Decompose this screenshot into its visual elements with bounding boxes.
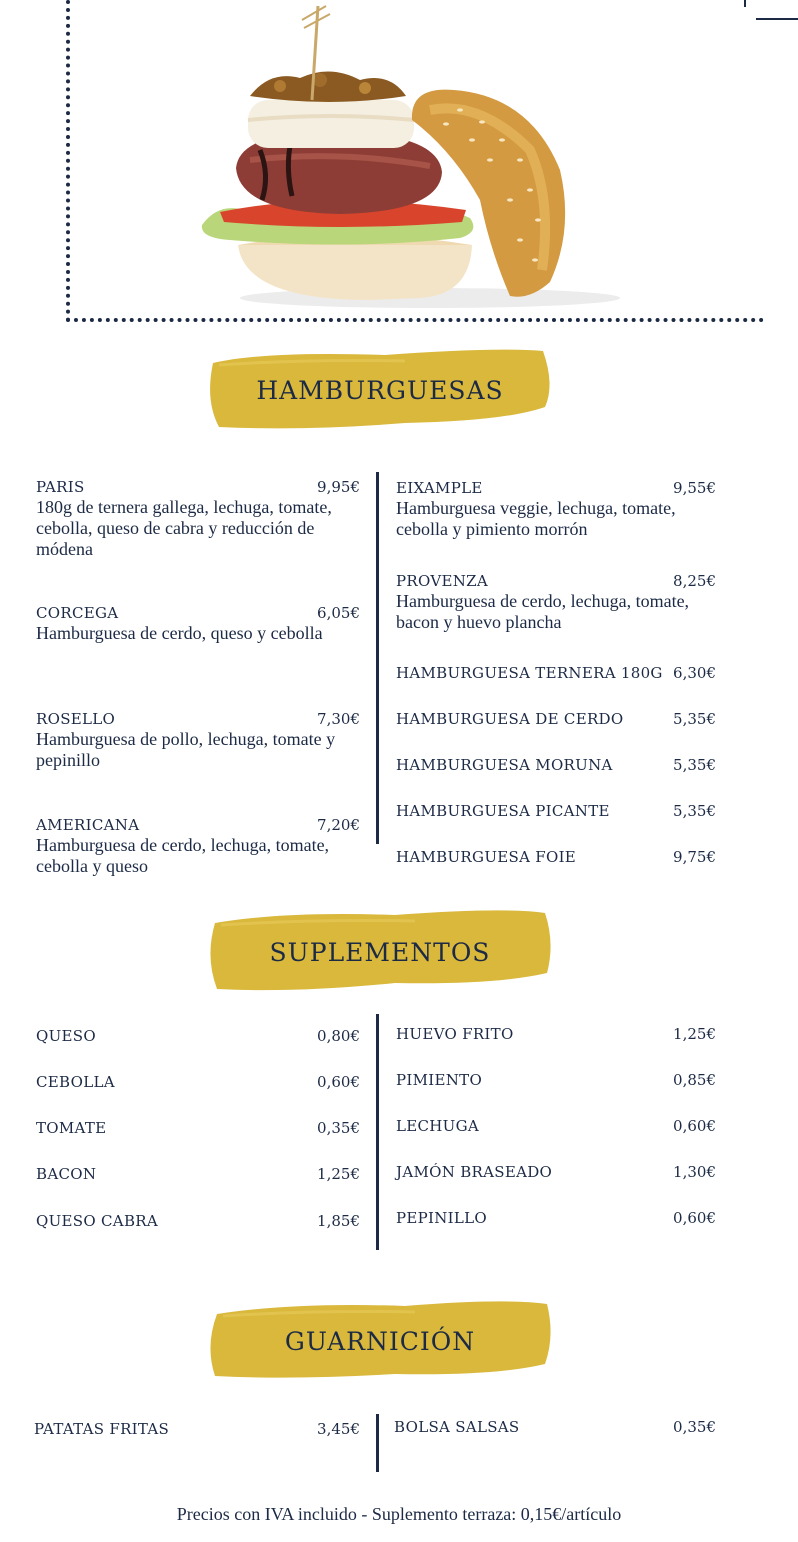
menu-item	[396, 572, 716, 633]
item-name: AMERICANA	[36, 816, 140, 834]
column-divider	[376, 1014, 379, 1250]
menu-item	[36, 1027, 360, 1045]
item-name: QUESO CABRA	[36, 1212, 158, 1230]
item-description: Hamburguesa de pollo, lechuga, tomate y pepinillo	[36, 729, 336, 770]
item-price: 7,20€	[317, 816, 360, 834]
item-price: 0,60€	[673, 1209, 716, 1227]
section-title: GUARNICIÓN	[284, 1326, 476, 1356]
menu-item	[396, 756, 716, 774]
menu-item	[396, 1209, 716, 1227]
item-name: TOMATE	[36, 1119, 107, 1137]
image-frame-left-border	[66, 0, 70, 322]
item-name: JAMÓN BRASEADO	[396, 1163, 553, 1181]
item-price: 3,45€	[317, 1420, 360, 1438]
section-title: HAMBURGUESAS	[256, 375, 504, 405]
menu-item	[36, 710, 360, 771]
menu-item	[396, 1117, 716, 1135]
item-name: BACON	[36, 1165, 97, 1183]
item-name: HAMBURGUESA TERNERA 180G	[396, 664, 663, 682]
menu-item	[36, 478, 360, 560]
item-price: 6,30€	[673, 664, 716, 682]
item-name: HAMBURGUESA MORUNA	[396, 756, 613, 774]
item-price: 9,75€	[673, 848, 716, 866]
section-header-guarnicion	[205, 1296, 555, 1386]
menu-item	[36, 1212, 360, 1230]
corner-mark	[744, 0, 746, 7]
corner-mark	[756, 18, 798, 20]
item-price: 6,05€	[317, 604, 360, 622]
menu-item	[396, 848, 716, 866]
item-name: EIXAMPLE	[396, 479, 483, 497]
item-description: Hamburguesa de cerdo, queso y cebolla	[36, 623, 323, 643]
menu-item	[34, 1420, 360, 1438]
item-name: BOLSA SALSAS	[394, 1418, 520, 1436]
section-header-suplementos	[205, 907, 555, 997]
item-description: Hamburguesa de cerdo, lechuga, tomate, bacon y huevo plancha	[396, 591, 690, 632]
item-price: 9,55€	[673, 479, 716, 497]
menu-item	[394, 1418, 716, 1436]
image-frame-bottom-border	[66, 318, 764, 322]
menu-item	[36, 816, 360, 877]
item-name: QUESO	[36, 1027, 96, 1045]
menu-item	[396, 802, 716, 820]
item-name: PROVENZA	[396, 572, 488, 590]
item-name: PATATAS FRITAS	[34, 1420, 170, 1438]
item-price: 5,35€	[673, 802, 716, 820]
menu-item	[396, 1025, 716, 1043]
item-name: PIMIENTO	[396, 1071, 483, 1089]
item-price: 9,95€	[317, 478, 360, 496]
item-price: 1,30€	[673, 1163, 716, 1181]
menu-item	[36, 1119, 360, 1137]
burger-illustration	[190, 0, 680, 312]
menu-item	[396, 664, 716, 682]
item-price: 7,30€	[317, 710, 360, 728]
column-divider	[376, 1414, 379, 1472]
item-description: Hamburguesa de cerdo, lechuga, tomate, cebolla y queso	[36, 835, 330, 876]
item-price: 0,60€	[673, 1117, 716, 1135]
item-price: 0,35€	[317, 1119, 360, 1137]
menu-item	[396, 1071, 716, 1089]
item-name: HAMBURGUESA FOIE	[396, 848, 577, 866]
item-description: 180g de ternera gallega, lechuga, tomate, cebolla, queso de cabra y reducción de módena	[36, 497, 332, 559]
menu-item	[36, 604, 360, 644]
item-price: 1,85€	[317, 1212, 360, 1230]
menu-item	[396, 1163, 716, 1181]
item-name: CEBOLLA	[36, 1073, 115, 1091]
menu-item	[36, 1165, 360, 1183]
item-name: CORCEGA	[36, 604, 119, 622]
item-name: PEPINILLO	[396, 1209, 488, 1227]
item-name: PARIS	[36, 478, 85, 496]
item-price: 0,85€	[673, 1071, 716, 1089]
item-name: HUEVO FRITO	[396, 1025, 514, 1043]
menu-item	[396, 710, 716, 728]
item-name: LECHUGA	[396, 1117, 480, 1135]
item-name: HAMBURGUESA DE CERDO	[396, 710, 624, 728]
item-price: 1,25€	[673, 1025, 716, 1043]
column-divider	[376, 472, 379, 844]
item-price: 1,25€	[317, 1165, 360, 1183]
item-description: Hamburguesa veggie, lechuga, tomate, cebolla y pimiento morrón	[396, 498, 676, 539]
item-price: 0,80€	[317, 1027, 360, 1045]
section-title: SUPLEMENTOS	[269, 937, 491, 967]
item-price: 0,60€	[317, 1073, 360, 1091]
item-name: HAMBURGUESA PICANTE	[396, 802, 610, 820]
footer-note: Precios con IVA incluido - Suplemento terraza: 0,15€/artículo	[176, 1504, 622, 1524]
item-price: 8,25€	[673, 572, 716, 590]
item-price: 0,35€	[673, 1418, 716, 1436]
item-name: ROSELLO	[36, 710, 116, 728]
section-header-hamburguesas	[205, 345, 555, 435]
item-price: 5,35€	[673, 710, 716, 728]
menu-item	[36, 1073, 360, 1091]
item-price: 5,35€	[673, 756, 716, 774]
menu-item	[396, 479, 716, 540]
